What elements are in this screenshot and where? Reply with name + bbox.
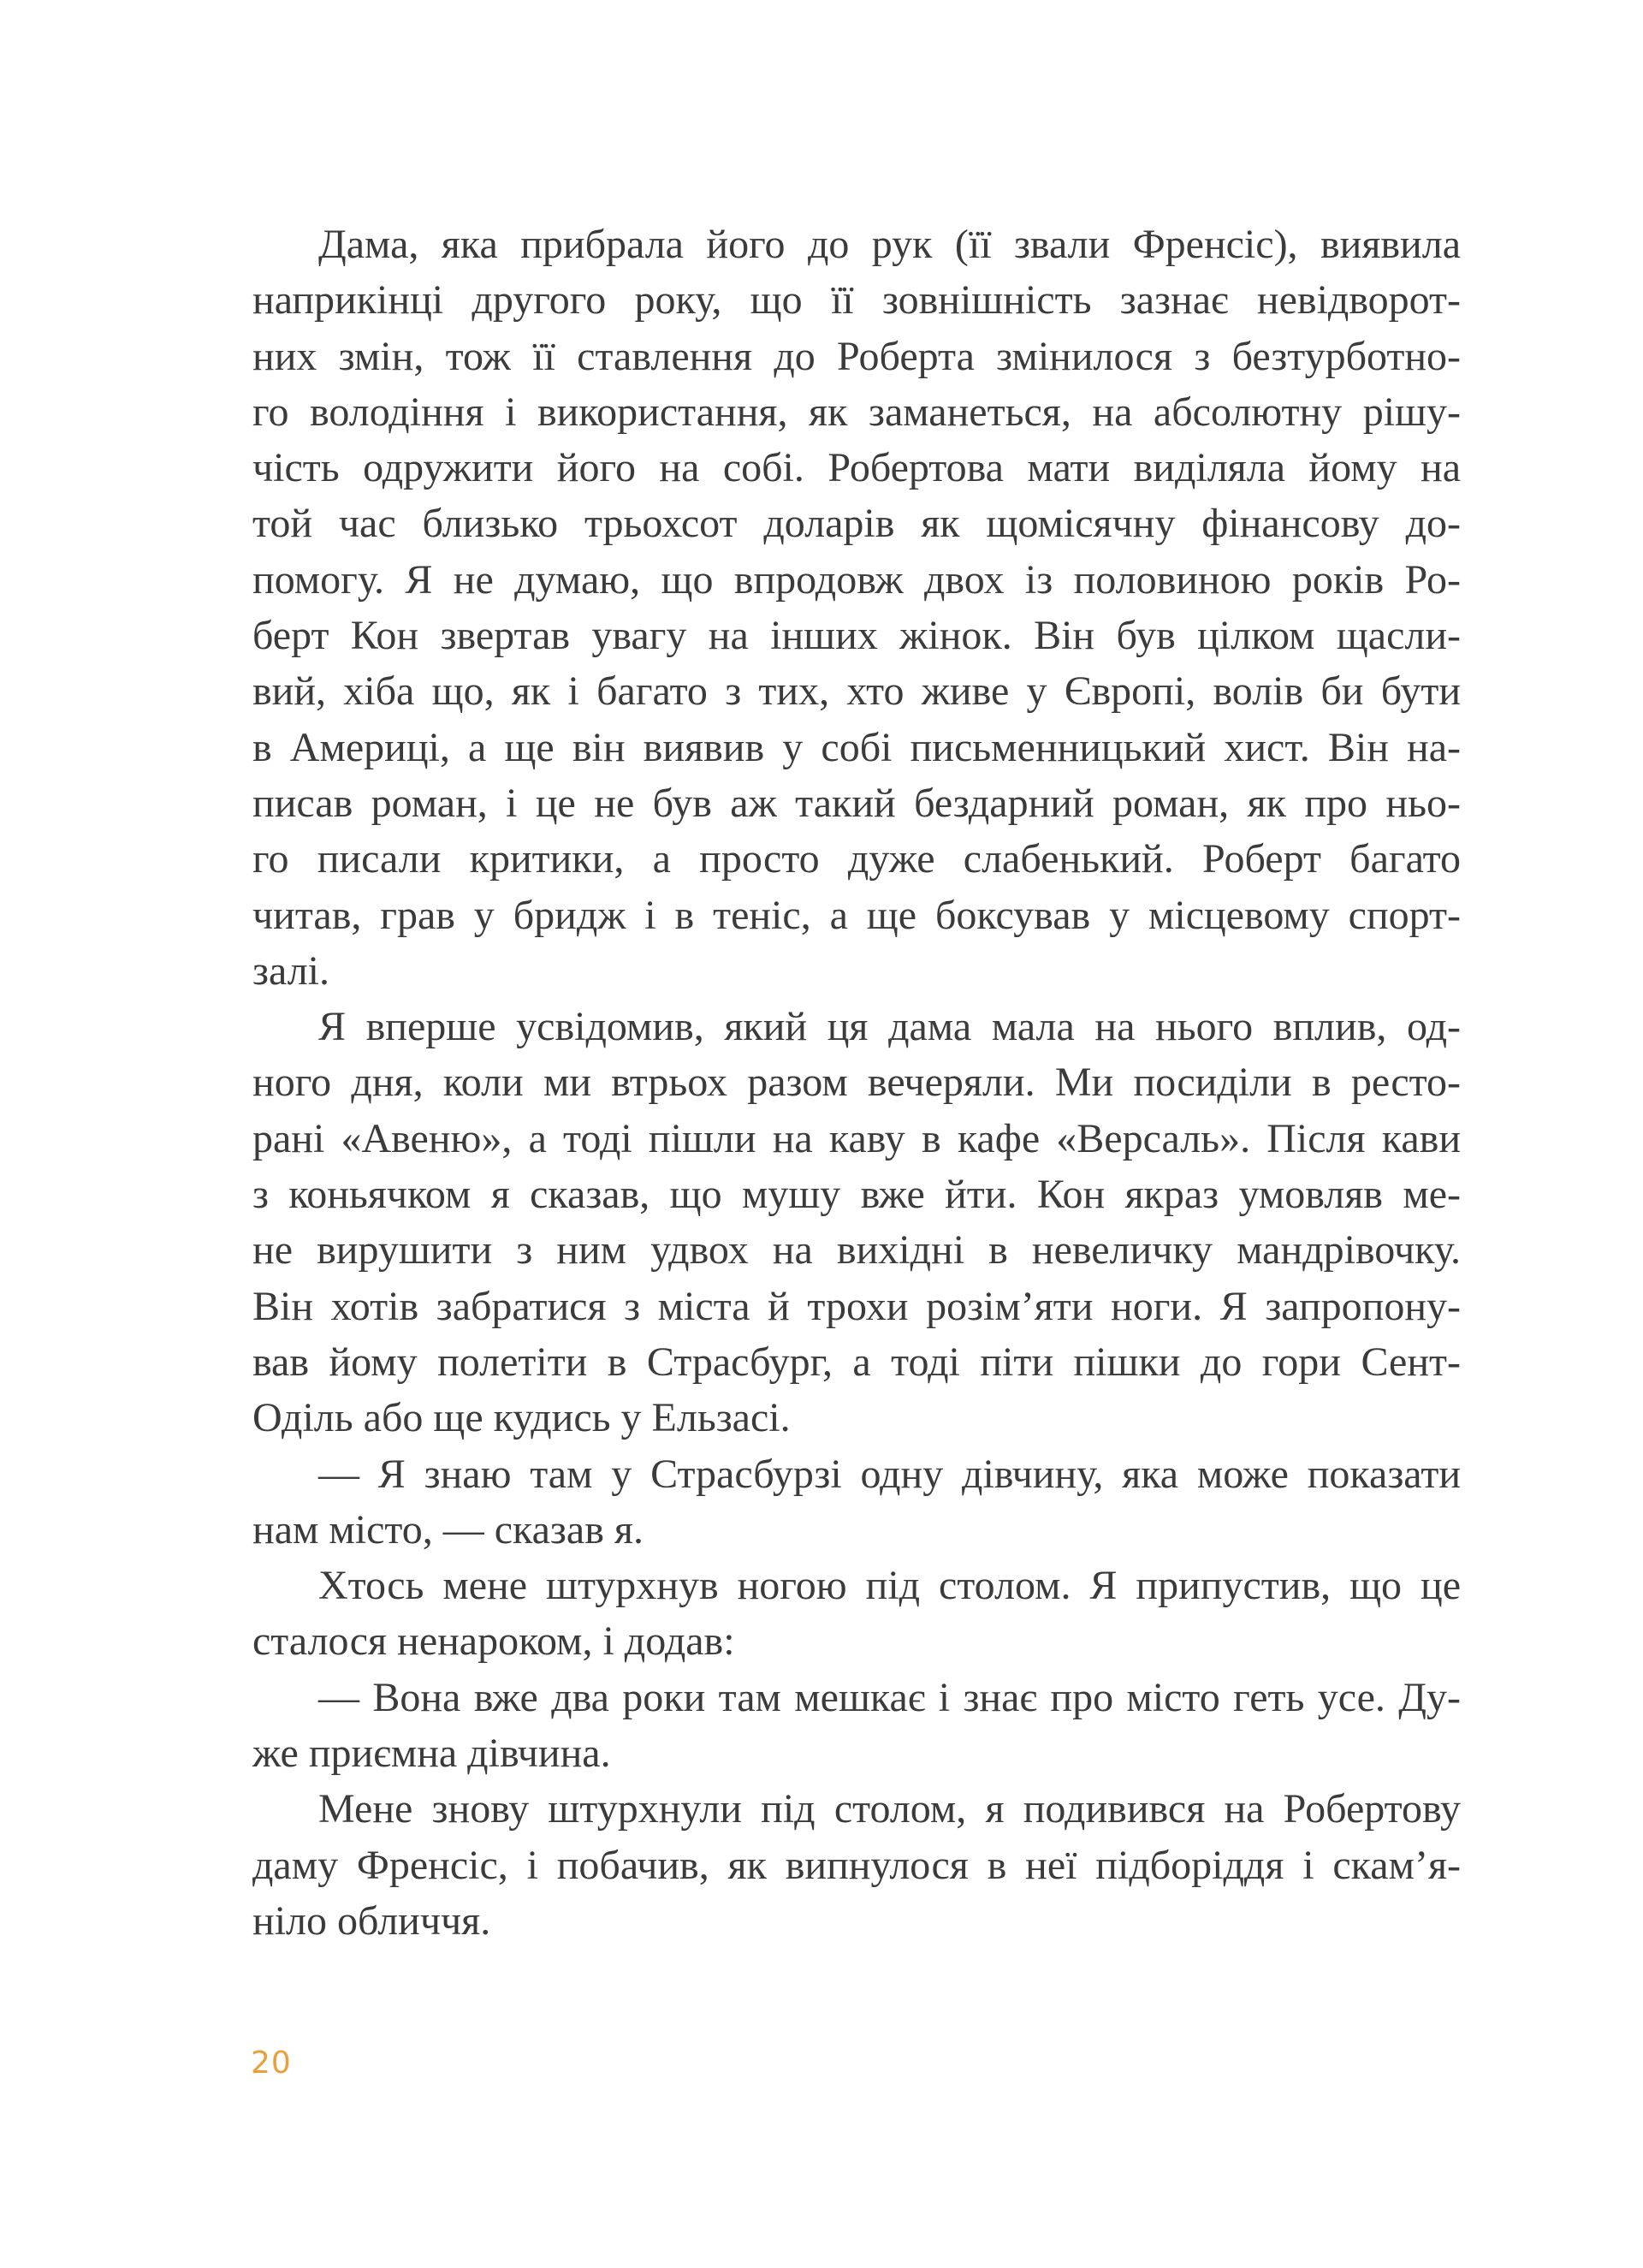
text-line: не вирушити з ним удвох на вихідні в невеличку мандрівочку. bbox=[252, 1227, 1461, 1274]
text-line: Він хотів забратися з міста й трохи розім’яти ноги. Я запропону- bbox=[252, 1283, 1461, 1329]
text-line: наприкінці другого року, що її зовнішність зазнає невідворот- bbox=[252, 277, 1461, 324]
text-line: них змін, тож її ставлення до Роберта змінилося з безтурботно- bbox=[252, 333, 1461, 379]
text-line: — Вона вже два роки там мешкає і знає про місто геть усе. Ду- bbox=[318, 1674, 1461, 1720]
text-line: той час близько трьохсот доларів як щомісячну фінансову до- bbox=[252, 501, 1461, 547]
text-line: нам місто, — сказав я. bbox=[252, 1506, 644, 1553]
text-line: ного дня, коли ми втрьох разом вечеряли. Ми посиділи в ресто- bbox=[252, 1060, 1461, 1106]
paragraph bbox=[252, 999, 1461, 1446]
text-line: берт Кон звертав увагу на інших жінок. Він був цілком щасли- bbox=[252, 613, 1461, 659]
text-line: чість одружити його на собі. Робертова мати виділяла йому на bbox=[252, 445, 1461, 491]
text-line: — Я знаю там у Страсбурзі одну дівчину, яка може показати bbox=[318, 1451, 1461, 1497]
text-line: вий, хіба що, як і багато з тих, хто живе у Європі, волів би бути bbox=[252, 668, 1461, 715]
dialogue-paragraph bbox=[252, 1670, 1461, 1782]
paragraph bbox=[252, 1558, 1461, 1670]
text-line: сталося ненароком, і додав: bbox=[252, 1618, 735, 1665]
text-line: читав, грав у бридж і в теніс, а ще боксував у місцевому спорт- bbox=[252, 892, 1461, 938]
text-line: писав роман, і це не був аж такий бездарний роман, як про ньо- bbox=[252, 780, 1461, 826]
text-line: вав йому полетіти в Страсбург, а тоді піти пішки до гори Сент- bbox=[252, 1339, 1461, 1385]
text-line: ніло обличчя. bbox=[252, 1897, 491, 1944]
text-line: го володіння і використання, як заманеться, на абсолютну рішу- bbox=[252, 389, 1461, 435]
paragraph bbox=[252, 217, 1461, 999]
text-line: го писали критики, а просто дуже слабенький. Роберт багато bbox=[252, 836, 1461, 882]
dialogue-paragraph bbox=[252, 1446, 1461, 1559]
text-line: Хтось мене штурхнув ногою під столом. Я припустив, що це bbox=[318, 1563, 1461, 1609]
page-number: 20 bbox=[251, 2045, 292, 2081]
body-text bbox=[252, 217, 1461, 1949]
text-line: даму Френсіс, і побачив, як випнулося в неї підборіддя і скам’я- bbox=[252, 1842, 1461, 1888]
text-line: помогу. Я не думаю, що впродовж двох із половиною років Ро- bbox=[252, 556, 1461, 603]
text-line: же приємна дівчина. bbox=[252, 1731, 611, 1777]
text-line: рані «Авеню», а тоді пішли на каву в кафе «Версаль». Після кави bbox=[252, 1115, 1461, 1161]
paragraph bbox=[252, 1781, 1461, 1949]
text-line: Я вперше усвідомив, який ця дама мала на нього вплив, од- bbox=[318, 1004, 1461, 1050]
text-line: Дама, яка прибрала його до рук (її звали Френсіс), виявила bbox=[318, 222, 1461, 267]
text-line: в Америці, а ще він виявив у собі письменницький хист. Він на- bbox=[252, 724, 1461, 770]
text-line: Оділь або ще кудись у Ельзасі. bbox=[252, 1395, 791, 1441]
text-line: Мене знову штурхнули під столом, я подивився на Робертову bbox=[318, 1786, 1461, 1832]
text-line: залі. bbox=[252, 947, 329, 994]
text-line: з коньячком я сказав, що мушу вже йти. Кон якраз умовляв ме- bbox=[252, 1172, 1461, 1218]
